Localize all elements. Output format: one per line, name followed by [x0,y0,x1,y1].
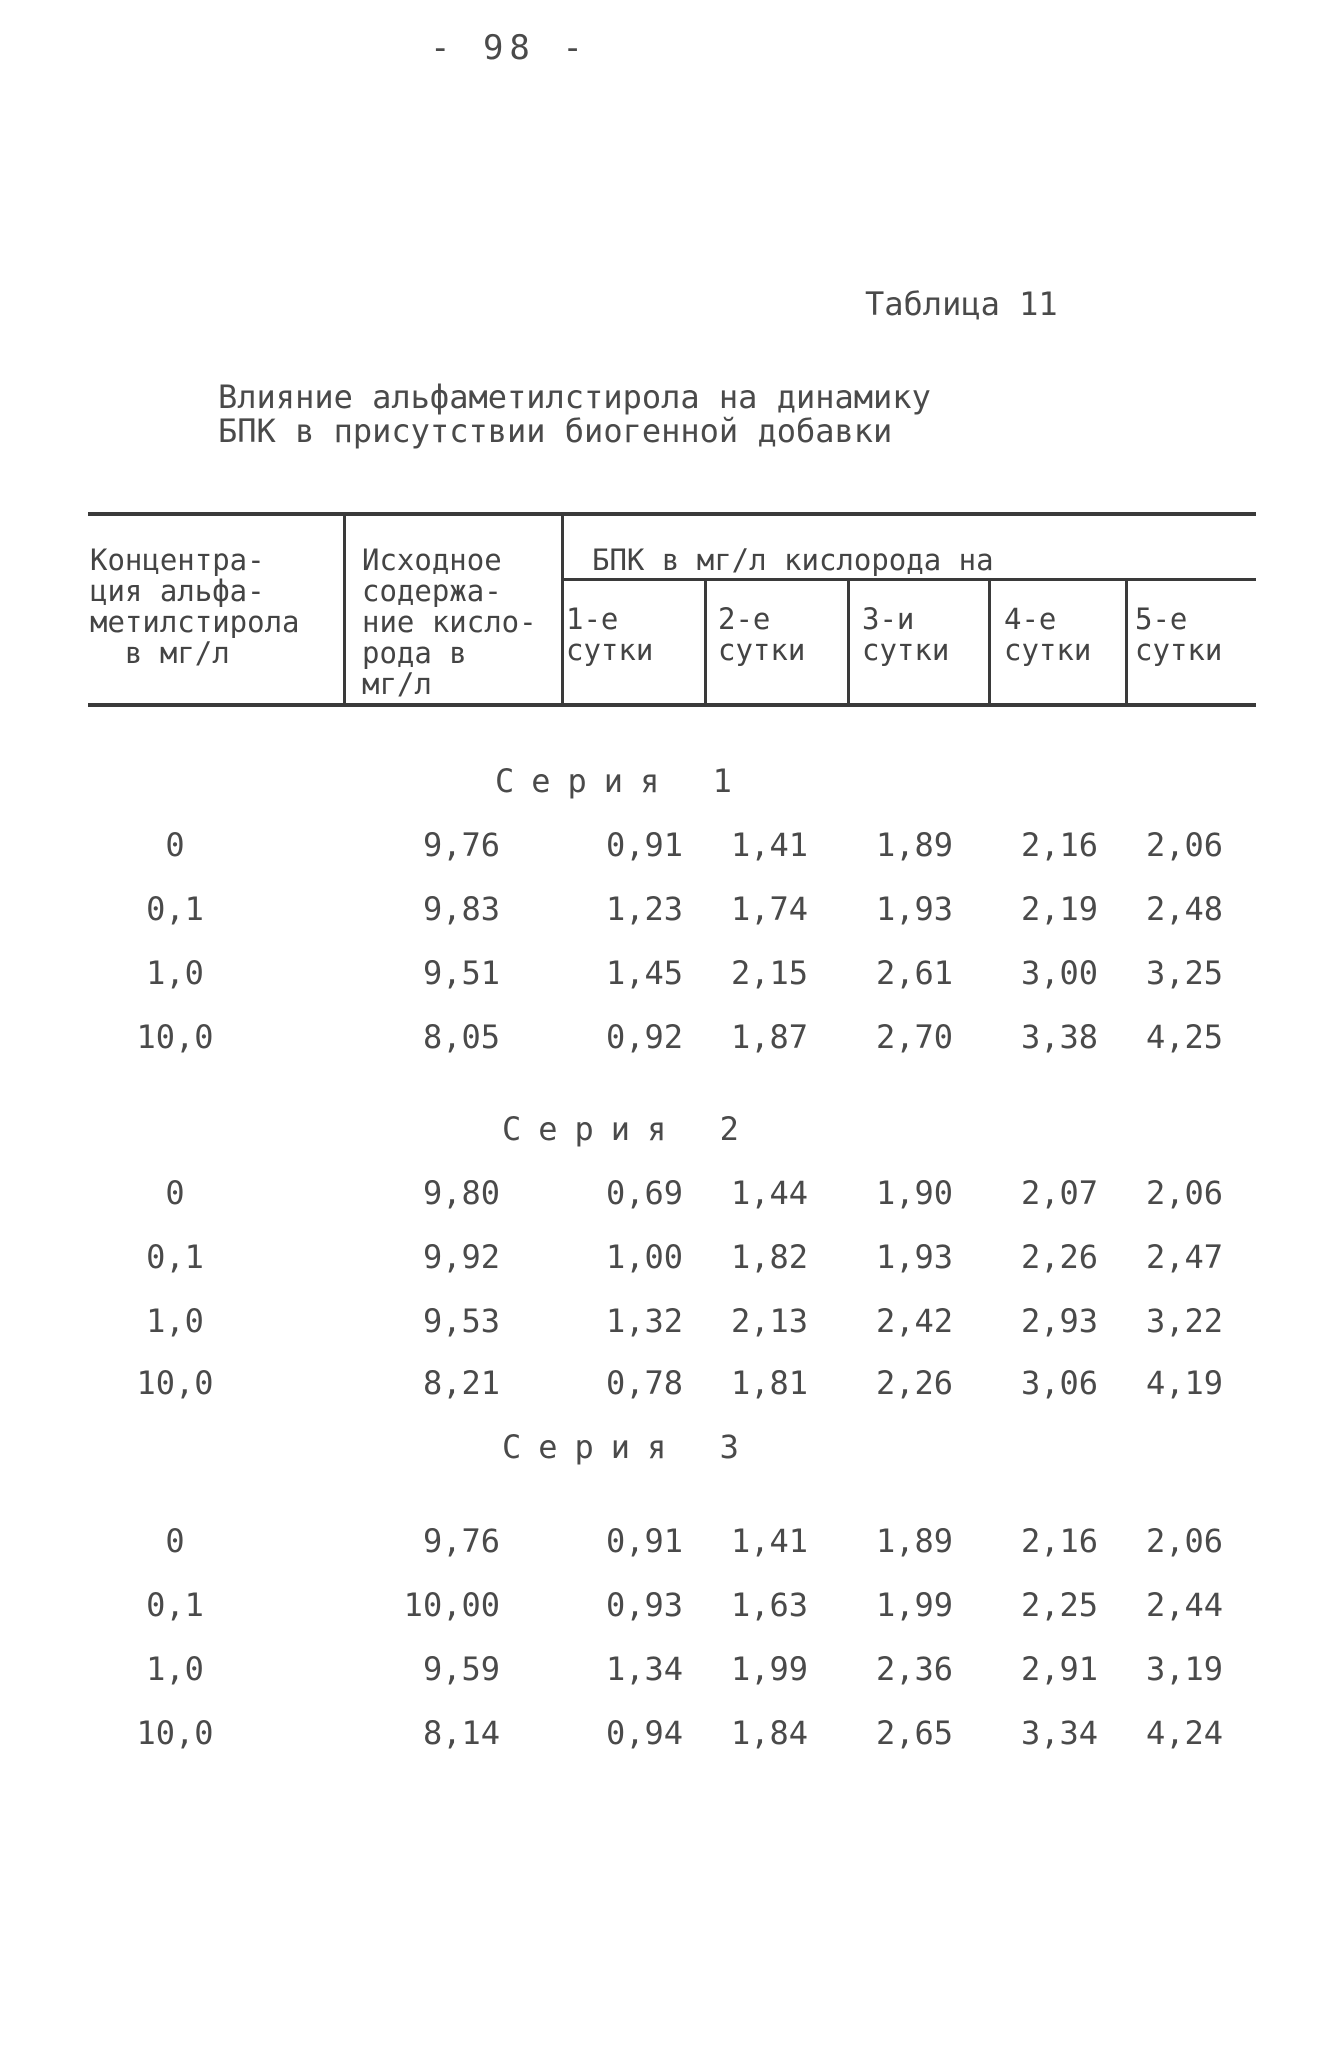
cell-day-3: 1,93 [875,1238,953,1276]
series-title: Серия 1 [495,762,749,800]
table-row [0,1586,1342,1626]
cell-day-5: 2,47 [1145,1238,1223,1276]
cell-day-3: 2,26 [875,1364,953,1402]
cell-day-2: 1,41 [730,1522,808,1560]
table-row [0,954,1342,994]
table-row [0,1714,1342,1754]
table-row [0,1364,1342,1404]
cell-initial-oxygen: 9,92 [422,1238,500,1276]
cell-day-1: 0,69 [605,1174,683,1212]
table-title-line: Влияние альфаметилстирола на динамику [218,378,931,416]
cell-day-5: 2,48 [1145,890,1223,928]
table-row [0,1522,1342,1562]
table-row [0,1302,1342,1342]
cell-concentration: 0,1 [146,1238,204,1276]
cell-day-3: 1,89 [875,1522,953,1560]
cell-initial-oxygen: 9,53 [422,1302,500,1340]
cell-day-4: 3,00 [1020,954,1098,992]
cell-initial-oxygen: 9,83 [422,890,500,928]
cell-day-5: 3,19 [1145,1650,1223,1688]
cell-day-4: 2,91 [1020,1650,1098,1688]
cell-day-4: 2,19 [1020,890,1098,928]
cell-concentration: 1,0 [146,1302,204,1340]
cell-initial-oxygen: 9,76 [422,826,500,864]
header-group-rule [563,578,1256,581]
cell-day-3: 2,42 [875,1302,953,1340]
cell-day-2: 1,74 [730,890,808,928]
table-row [0,1650,1342,1690]
cell-day-2: 1,87 [730,1018,808,1056]
table-title [218,380,931,448]
cell-day-5: 2,06 [1145,826,1223,864]
cell-day-5: 4,19 [1145,1364,1223,1402]
cell-day-4: 2,25 [1020,1586,1098,1624]
cell-day-5: 4,25 [1145,1018,1223,1056]
cell-day-1: 0,92 [605,1018,683,1056]
cell-day-2: 2,15 [730,954,808,992]
cell-day-3: 1,99 [875,1586,953,1624]
cell-day-3: 2,65 [875,1714,953,1752]
header-divider [343,514,346,704]
cell-day-3: 1,89 [875,826,953,864]
cell-day-1: 0,78 [605,1364,683,1402]
cell-day-5: 4,24 [1145,1714,1223,1752]
header-day-1: 1-е сутки [566,602,654,667]
header-divider [561,514,564,704]
header-initial-oxygen: Исходное содержа- ние кисло- рода в мг/л [362,543,537,701]
cell-day-2: 1,41 [730,826,808,864]
cell-concentration: 0 [165,826,185,864]
cell-day-3: 2,70 [875,1018,953,1056]
cell-day-2: 1,44 [730,1174,808,1212]
header-day-2: 2-е сутки [718,602,806,667]
cell-day-3: 1,90 [875,1174,953,1212]
cell-concentration: 1,0 [146,954,204,992]
cell-day-5: 3,22 [1145,1302,1223,1340]
cell-initial-oxygen: 9,51 [422,954,500,992]
cell-day-1: 1,32 [605,1302,683,1340]
cell-concentration: 10,0 [136,1714,214,1752]
table-row [0,1238,1342,1278]
cell-concentration: 0 [165,1174,185,1212]
cell-day-1: 0,94 [605,1714,683,1752]
cell-concentration: 0 [165,1522,185,1560]
page-number: - 98 - [430,28,589,68]
header-day-4: 4-е сутки [1004,602,1092,667]
cell-initial-oxygen: 9,59 [422,1650,500,1688]
cell-day-2: 1,99 [730,1650,808,1688]
header-top-rule [88,512,1256,516]
cell-day-1: 0,91 [605,1522,683,1560]
cell-day-4: 3,06 [1020,1364,1098,1402]
cell-day-3: 1,93 [875,890,953,928]
series-title: Серия 3 [502,1428,756,1466]
table-row [0,1018,1342,1058]
cell-day-4: 2,93 [1020,1302,1098,1340]
cell-day-1: 0,91 [605,826,683,864]
cell-day-5: 2,06 [1145,1522,1223,1560]
cell-day-4: 2,07 [1020,1174,1098,1212]
cell-day-2: 1,82 [730,1238,808,1276]
table-row [0,890,1342,930]
cell-concentration: 10,0 [136,1364,214,1402]
cell-day-2: 1,84 [730,1714,808,1752]
cell-concentration: 10,0 [136,1018,214,1056]
series-title: Серия 2 [502,1110,756,1148]
cell-concentration: 1,0 [146,1650,204,1688]
header-divider [988,580,991,704]
table-row [0,826,1342,866]
cell-day-2: 1,81 [730,1364,808,1402]
cell-day-1: 1,45 [605,954,683,992]
table-title-line: БПК в присутствии биогенной добавки [218,412,893,450]
header-concentration: Концентра- ция альфа- метилстирола в мг/л [90,543,300,670]
cell-day-4: 3,38 [1020,1018,1098,1056]
table-row [0,1174,1342,1214]
cell-day-4: 2,16 [1020,826,1098,864]
cell-day-5: 3,25 [1145,954,1223,992]
cell-day-2: 2,13 [730,1302,808,1340]
cell-day-5: 2,44 [1145,1586,1223,1624]
cell-day-4: 3,34 [1020,1714,1098,1752]
cell-initial-oxygen: 8,05 [422,1018,500,1056]
cell-day-3: 2,61 [875,954,953,992]
header-day-5: 5-е сутки [1135,602,1223,667]
cell-day-2: 1,63 [730,1586,808,1624]
cell-day-1: 0,93 [605,1586,683,1624]
cell-day-5: 2,06 [1145,1174,1223,1212]
header-day-3: 3-и сутки [862,602,950,667]
header-bod-group: БПК в мг/л кислорода на [592,543,994,577]
cell-initial-oxygen: 8,21 [422,1364,500,1402]
cell-concentration: 0,1 [146,1586,204,1624]
header-divider [704,580,707,704]
cell-day-1: 1,23 [605,890,683,928]
cell-initial-oxygen: 10,00 [403,1586,500,1624]
cell-day-1: 1,34 [605,1650,683,1688]
header-bottom-rule [88,703,1256,707]
cell-initial-oxygen: 8,14 [422,1714,500,1752]
cell-day-3: 2,36 [875,1650,953,1688]
cell-day-4: 2,16 [1020,1522,1098,1560]
table-label: Таблица 11 [865,285,1058,323]
cell-day-1: 1,00 [605,1238,683,1276]
header-divider [1125,580,1128,704]
cell-initial-oxygen: 9,76 [422,1522,500,1560]
cell-day-4: 2,26 [1020,1238,1098,1276]
cell-initial-oxygen: 9,80 [422,1174,500,1212]
cell-concentration: 0,1 [146,890,204,928]
header-divider [847,580,850,704]
